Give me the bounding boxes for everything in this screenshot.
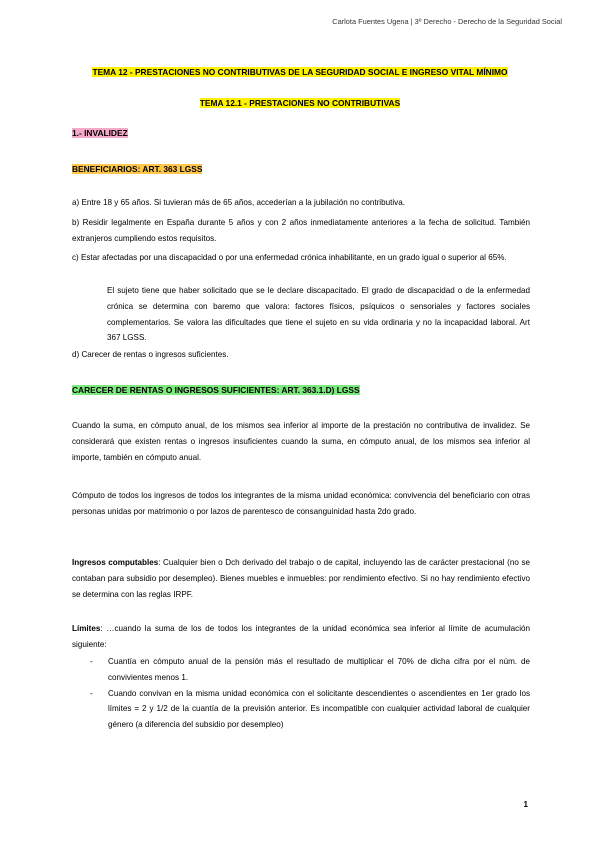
ingresos-label: Ingresos computables [72, 558, 159, 567]
paragraph-limites [72, 621, 530, 653]
carecer-heading [72, 385, 360, 395]
paragraph-ingresos [72, 555, 530, 602]
dash-bullet: - [90, 657, 93, 666]
carecer-heading-text: CARECER DE RENTAS O INGRESOS SUFICIENTES: ART. 363.1.D) LGSS [72, 385, 360, 395]
list-item [72, 654, 530, 686]
main-title-text: TEMA 12 - PRESTACIONES NO CONTRIBUTIVAS DE LA SEGURIDAD SOCIAL E INGRESO VITAL MÍNIMO [92, 67, 508, 77]
limites-text: : …cuando la suma de los de todos los integrantes de la unidad económica sea inferior al límite de acumulación siguiente: [72, 624, 530, 649]
list-item-text: Cuando convivan en la misma unidad económica con el solicitante descendientes o ascendientes en 1er grado los límites = 2 y 1/2 de la cuantía de la previsión anterior. Es incompatible con cualquier actividad laboral de cualquier género (a diferencia del subsidio por desempleo) [108, 688, 530, 730]
page-header: Carlota Fuentes Ugena | 3º Derecho - Derecho de la Seguridad Social [332, 17, 562, 26]
limites-label: Límites [72, 624, 101, 633]
dash-bullet: - [90, 688, 93, 698]
main-title [0, 67, 600, 77]
list-item [72, 686, 530, 733]
section-heading-invalidez-text: 1.- INVALIDEZ [72, 128, 128, 138]
limites-list [72, 654, 530, 733]
subtitle-text: TEMA 12.1 - PRESTACIONES NO CONTRIBUTIVAS [199, 98, 401, 108]
section-heading-invalidez [72, 128, 128, 138]
paragraph-cuando: Cuando la suma, en cómputo anual, de los mismos sea inferior al importe de la prestación no contributiva de invalidez. Se considerará que existen rentas o ingresos insuficientes cuando la suma, en cómputo anual, de los mismos sea inferior al importe, también en cómputo anual. [72, 421, 530, 462]
beneficiarios-heading-text: BENEFICIARIOS: ART. 363 LGSS [72, 164, 203, 174]
paragraph-computo: Cómputo de todos los ingresos de todos los integrantes de la misma unidad económica: convivencia del beneficiario con otras personas unidas por matrimonio o por lazos de parentesco de consanguinidad hasta 2do grado. [72, 491, 530, 516]
requirement-b: b) Residir legalmente en España durante 5 años y con 2 años inmediatamente anteriores a la fecha de solicitud. También extranjeros cumpliendo estos requisitos. [72, 218, 530, 243]
requirement-c-detail: El sujeto tiene que haber solicitado que se le declare discapacitado. El grado de discapacidad o de la enfermedad crónica se determina con baremo que valora: factores físicos, psíquicos o sensoriales y factores sociales complementarios. Se valora las dificultades que tiene el sujeto en su vida ordinaria y no la incapacidad laboral. Art 367 LGSS. [107, 286, 530, 343]
beneficiarios-heading [72, 164, 202, 174]
requirement-c: c) Estar afectadas por una discapacidad o por una enfermedad crónica inhabilitante, en un grado igual o superior al 65%. [72, 253, 507, 262]
subtitle [0, 98, 600, 108]
requirement-d: d) Carecer de rentas o ingresos suficientes. [72, 350, 229, 359]
ingresos-text: : Cualquier bien o Dch derivado del trabajo o de capital, incluyendo las de carácter prestacional (no se contaban para subsidio por desempleo). Bienes muebles e inmuebles: por rendimiento efectivo. Si no hay rendimiento efectivo se determina con las reglas IRPF. [72, 558, 531, 599]
list-item-text: Cuantía en cómputo anual de la pensión más el resultado de multiplicar el 70% de dicha cifra por el núm. de convivientes menos 1. [108, 657, 530, 682]
page-number: 1 [523, 800, 528, 809]
requirement-a: a) Entre 18 y 65 años. Si tuvieran más de 65 años, accederían a la jubilación no contributiva. [72, 198, 405, 207]
